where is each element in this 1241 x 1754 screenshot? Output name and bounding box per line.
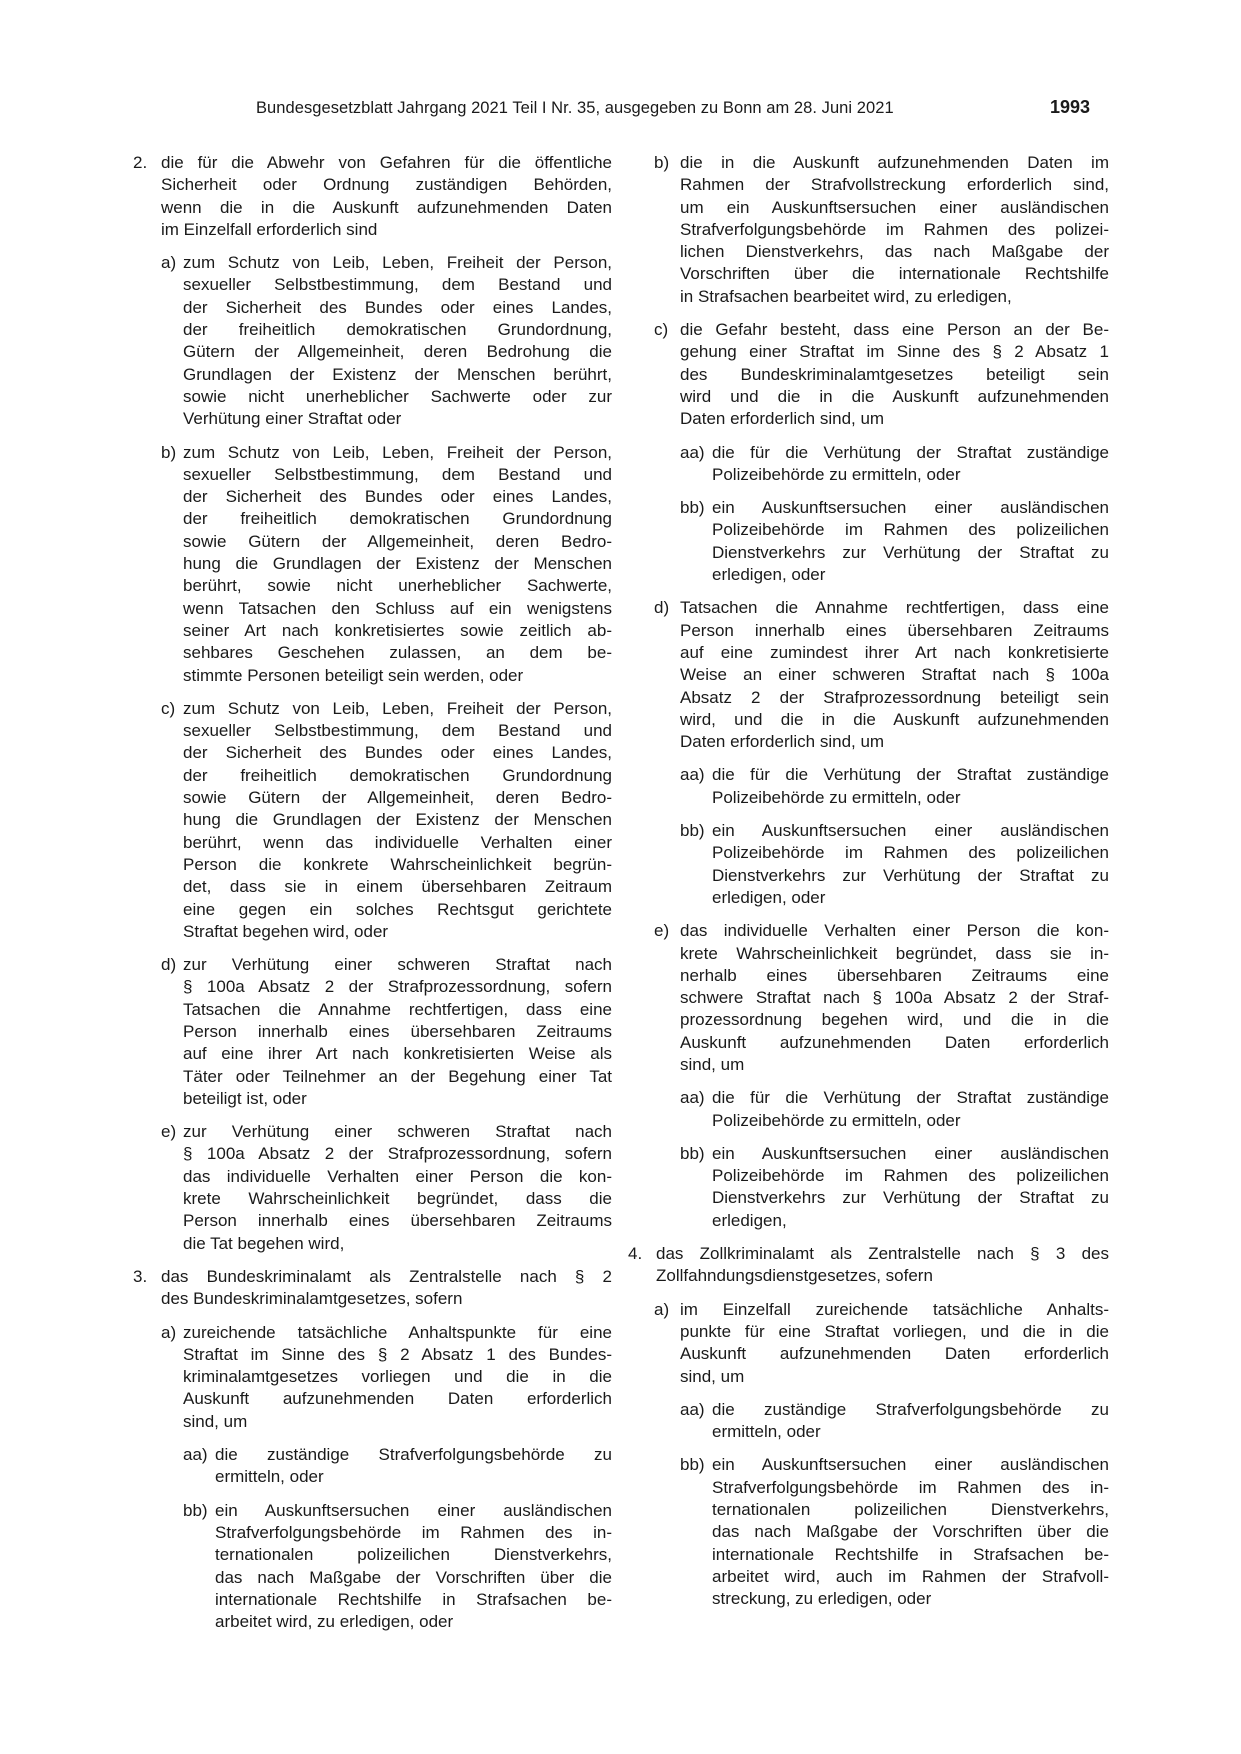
subitem-label: b) <box>161 442 177 462</box>
text-line: erledigen, <box>712 1210 787 1230</box>
text-line: ermitteln, oder <box>215 1467 324 1487</box>
text-line: eine gegen ein solches Rechtsgut gerichtete <box>183 899 612 919</box>
text-line: der Sicherheit des Bundes oder eines Landes, <box>183 743 612 763</box>
text-line: das individuelle Verhalten einer Person die kon- <box>183 1166 612 1186</box>
text-line: erledigen, oder <box>712 565 826 585</box>
text-line: § 100a Absatz 2 der Strafprozessordnung, sofern <box>183 1144 612 1164</box>
text-line: Person die konkrete Wahrscheinlichkeit begrün- <box>183 854 612 874</box>
text-line: seiner Art nach konkretisiertes sowie zeitlich ab- <box>183 620 612 640</box>
text-line: erledigen, oder <box>712 887 826 907</box>
text-line: Polizeibehörde im Rahmen des polizeilichen <box>712 843 1109 863</box>
subsubitem-3e-bb <box>654 1143 1109 1232</box>
text-line: § 100a Absatz 2 der Strafprozessordnung, sofern <box>183 977 612 997</box>
text-line: ein Auskunftsersuchen einer ausländischen <box>712 1143 1109 1163</box>
list-item-label: 2. <box>133 153 148 172</box>
subsubitem-4a-aa <box>654 1399 1109 1444</box>
subitem-2c <box>133 698 612 943</box>
subsubitem-3c-aa <box>654 442 1109 487</box>
text-line: wenn die in die Auskunft aufzunehmenden Daten <box>161 197 612 217</box>
text-line: zureichende tatsächliche Anhaltspunkte für eine <box>183 1322 612 1342</box>
text-line: Auskunft aufzunehmenden Daten erforderlich <box>183 1389 612 1409</box>
text-line: Absatz 2 der Strafprozessordnung beteiligt sein <box>680 687 1109 707</box>
text-line: internationale Rechtshilfe in Strafsachen be- <box>215 1589 612 1609</box>
list-item-3 <box>133 1266 612 1311</box>
text-line: sexueller Selbstbestimmung, dem Bestand und <box>183 721 612 741</box>
text-line: um ein Auskunftsersuchen einer ausländischen <box>680 197 1109 217</box>
text-line: sehbares Geschehen zulassen, an dem be- <box>183 643 612 663</box>
text-line: Strafverfolgungsbehörde im Rahmen des in- <box>215 1522 612 1542</box>
text-line: Straftat im Sinne des § 2 Absatz 1 des Bundes- <box>183 1344 612 1364</box>
text-line: sind, um <box>680 1054 745 1074</box>
text-line: schwere Straftat nach § 100a Absatz 2 der Straf- <box>680 988 1109 1008</box>
subitem-label: b) <box>654 153 670 172</box>
text-line: Person innerhalb eines übersehbaren Zeitraums <box>183 1211 612 1231</box>
text-line: Sicherheit oder Ordnung zuständigen Behörden, <box>161 175 612 195</box>
text-line: Rahmen der Strafvollstreckung erforderlich sind, <box>680 175 1109 195</box>
text-line: die in die Auskunft aufzunehmenden Daten im <box>680 153 1109 172</box>
text-line: arbeitet wird, zu erledigen, oder <box>215 1612 454 1632</box>
text-line: auf eine ihrer Art nach konkretisierten Weise als <box>183 1044 612 1064</box>
subitem-label: c) <box>654 320 669 340</box>
text-line: sind, um <box>183 1411 248 1431</box>
subsubitem-label: aa) <box>680 1399 705 1419</box>
text-line: beteiligt ist, oder <box>183 1088 307 1108</box>
text-line: zur Verhütung einer schweren Straftat nach <box>183 955 612 975</box>
text-line: wenn Tatsachen den Schluss auf ein wenigstens <box>183 598 612 618</box>
subsubitem-label: aa) <box>680 765 705 785</box>
text-line: krete Wahrscheinlichkeit begründet, dass die <box>183 1189 612 1209</box>
text-line: ternationalen polizeilichen Dienstverkehrs, <box>712 1500 1109 1520</box>
text-line: det, dass sie in einem übersehbaren Zeitraum <box>183 877 612 897</box>
list-item-label: 3. <box>133 1266 148 1286</box>
subsubitem-3c-bb <box>654 497 1109 586</box>
subitem-label: d) <box>161 955 177 975</box>
subitem-2d <box>133 954 612 1110</box>
subitem-3a <box>133 1322 612 1433</box>
text-line: Polizeibehörde zu ermitteln, oder <box>712 464 961 484</box>
text-line: sind, um <box>680 1366 745 1386</box>
text-line: Dienstverkehrs zur Verhütung der Straftat zu <box>712 542 1109 562</box>
text-line: streckung, zu erledigen, oder <box>712 1589 932 1609</box>
text-line: Straftat begehen wird, oder <box>183 921 389 941</box>
text-line: Strafverfolgungsbehörde im Rahmen des in- <box>712 1477 1109 1497</box>
subsubitem-label: aa) <box>183 1445 208 1465</box>
subitem-label: d) <box>654 598 670 618</box>
text-line: sexueller Selbstbestimmung, dem Bestand und <box>183 464 612 484</box>
text-line: zum Schutz von Leib, Leben, Freiheit der Person, <box>183 698 612 718</box>
text-line: Polizeibehörde zu ermitteln, oder <box>712 1110 961 1130</box>
subitem-2a <box>133 252 612 430</box>
subitem-3c <box>654 319 1109 430</box>
text-line: Grundlagen der Existenz der Menschen berührt, <box>183 364 612 384</box>
subitem-label: a) <box>161 253 177 273</box>
subsubitem-3d-aa <box>654 764 1109 809</box>
text-line: prozessordnung begehen wird, und die in die <box>680 1010 1109 1030</box>
text-line: Verhütung einer Straftat oder <box>183 409 402 429</box>
text-line: wird, und die in die Auskunft aufzunehmenden <box>680 709 1109 729</box>
text-line: die Tat begehen wird, <box>183 1233 345 1253</box>
text-line: hung die Grundlagen der Existenz der Menschen <box>183 554 612 574</box>
subitem-label: e) <box>161 1122 177 1142</box>
text-line: im Einzelfall zureichende tatsächliche Anhalts- <box>680 1299 1109 1319</box>
text-line: Dienstverkehrs zur Verhütung der Straftat zu <box>712 1188 1109 1208</box>
text-line: ein Auskunftsersuchen einer ausländischen <box>712 821 1109 841</box>
text-line: Vorschriften über die internationale Rechtshilfe <box>680 264 1109 284</box>
list-item-2 <box>133 152 612 241</box>
page-number: 1993 <box>1049 97 1090 117</box>
text-line: berührt, wenn das individuelle Verhalten einer <box>183 832 612 852</box>
list-item-4 <box>628 1243 1109 1288</box>
text-line: der freiheitlich demokratischen Grundordnung <box>183 765 612 785</box>
text-line: Polizeibehörde im Rahmen des polizeilichen <box>712 520 1109 540</box>
text-line: die für die Verhütung der Straftat zuständige <box>712 765 1109 785</box>
text-line: der freiheitlich demokratischen Grundordnung <box>183 509 612 529</box>
text-line: Dienstverkehrs zur Verhütung der Straftat zu <box>712 865 1109 885</box>
text-line: sexueller Selbstbestimmung, dem Bestand und <box>183 275 612 295</box>
text-line: die für die Verhütung der Straftat zuständige <box>712 442 1109 462</box>
text-line: internationale Rechtshilfe in Strafsachen be- <box>712 1544 1109 1564</box>
text-line: das Bundeskriminalamt als Zentralstelle nach § 2 <box>161 1266 612 1286</box>
text-line: des Bundeskriminalamtgesetzes, sofern <box>161 1289 463 1309</box>
subsubitem-3e-aa <box>654 1087 1109 1132</box>
text-line: das nach Maßgabe der Vorschriften über die <box>712 1522 1109 1542</box>
text-line: zum Schutz von Leib, Leben, Freiheit der Person, <box>183 253 612 273</box>
subitem-4a <box>654 1299 1109 1388</box>
subsubitem-label: bb) <box>680 1143 705 1163</box>
right-column <box>628 152 1109 1611</box>
subitem-3e <box>654 920 1109 1076</box>
text-line: Auskunft aufzunehmenden Daten erforderlich <box>680 1032 1109 1052</box>
text-line: Person innerhalb eines übersehbaren Zeitraums <box>183 1021 612 1041</box>
subsubitem-3d-bb <box>654 820 1109 909</box>
left-column <box>133 152 612 1633</box>
subsubitem-label: bb) <box>183 1500 208 1520</box>
text-line: die Gefahr besteht, dass eine Person an der Be- <box>680 320 1109 340</box>
text-line: Daten erforderlich sind, um <box>680 409 885 429</box>
text-line: nerhalb eines übersehbaren Zeitraums eine <box>680 965 1109 985</box>
text-line: ermitteln, oder <box>712 1422 821 1442</box>
text-line: sowie nicht unerheblicher Sachwerte oder zur <box>183 386 612 406</box>
subitem-label: a) <box>161 1322 177 1342</box>
text-line: Gütern der Allgemeinheit, deren Bedrohung die <box>183 342 612 362</box>
text-line: Person innerhalb eines übersehbaren Zeitraums <box>680 620 1109 640</box>
subsubitem-label: aa) <box>680 1088 705 1108</box>
text-line: sowie Gütern der Allgemeinheit, deren Bedro- <box>183 531 612 551</box>
text-line: Tatsachen die Annahme rechtfertigen, dass eine <box>183 999 612 1019</box>
subitem-label: c) <box>161 698 176 718</box>
text-line: Weise an einer schweren Straftat nach § 100a <box>680 665 1109 685</box>
subsubitem-label: bb) <box>680 821 705 841</box>
text-line: der freiheitlich demokratischen Grundordnung, <box>183 320 612 340</box>
text-line: Polizeibehörde im Rahmen des polizeilichen <box>712 1166 1109 1186</box>
text-line: die zuständige Strafverfolgungsbehörde zu <box>215 1445 612 1465</box>
text-line: Strafverfolgungsbehörde im Rahmen des polizei- <box>680 219 1109 239</box>
text-line: Tatsachen die Annahme rechtfertigen, dass eine <box>680 598 1109 618</box>
subsubitem-4a-bb <box>654 1454 1109 1610</box>
text-line: ein Auskunftsersuchen einer ausländischen <box>712 1455 1109 1475</box>
subsubitem-label: bb) <box>680 1455 705 1475</box>
text-line: hung die Grundlagen der Existenz der Menschen <box>183 810 612 830</box>
text-line: krete Wahrscheinlichkeit begründet, dass sie in- <box>680 943 1109 963</box>
text-line: ein Auskunftsersuchen einer ausländischen <box>712 498 1109 518</box>
subsubitem-3a-aa <box>133 1444 612 1489</box>
text-line: kriminalamtgesetzes vorliegen und die in die <box>183 1367 612 1387</box>
text-line: die zuständige Strafverfolgungsbehörde zu <box>712 1399 1109 1419</box>
subsubitem-3a-bb <box>133 1500 612 1634</box>
text-line: stimmte Personen beteiligt sein werden, oder <box>183 665 524 685</box>
text-line: zur Verhütung einer schweren Straftat nach <box>183 1122 612 1142</box>
text-line: der Sicherheit des Bundes oder eines Landes, <box>183 487 612 507</box>
subitem-2b <box>133 442 612 687</box>
text-line: gehung einer Straftat im Sinne des § 2 Absatz 1 <box>680 342 1109 362</box>
text-line: auf eine zumindest ihrer Art nach konkretisierte <box>680 642 1109 662</box>
text-line: des Bundeskriminalamtgesetzes beteiligt sein <box>680 364 1109 384</box>
text-line: Zollfahndungsdienstgesetzes, sofern <box>656 1266 933 1286</box>
text-line: in Strafsachen bearbeitet wird, zu erledigen, <box>680 286 1012 306</box>
subitem-2e <box>133 1121 612 1255</box>
text-line: sowie Gütern der Allgemeinheit, deren Bedro- <box>183 788 612 808</box>
text-line: wird und die in die Auskunft aufzunehmenden <box>680 386 1109 406</box>
text-line: die für die Abwehr von Gefahren für die öffentliche <box>161 153 612 172</box>
text-line: Auskunft aufzunehmenden Daten erforderlich <box>680 1344 1109 1364</box>
running-header <box>230 99 1090 123</box>
text-line: ternationalen polizeilichen Dienstverkehrs, <box>215 1545 612 1565</box>
text-line: Täter oder Teilnehmer an der Begehung einer Tat <box>183 1066 612 1086</box>
subitem-3b <box>654 152 1109 308</box>
text-line: das nach Maßgabe der Vorschriften über die <box>215 1567 612 1587</box>
text-line: punkte für eine Straftat vorliegen, und die in die <box>680 1321 1109 1341</box>
text-line: im Einzelfall erforderlich sind <box>161 219 378 239</box>
text-line: Daten erforderlich sind, um <box>680 732 885 752</box>
subitem-label: e) <box>654 921 670 941</box>
text-line: Polizeibehörde zu ermitteln, oder <box>712 787 961 807</box>
subsubitem-label: aa) <box>680 442 705 462</box>
text-line: ein Auskunftsersuchen einer ausländischen <box>215 1500 612 1520</box>
subitem-3d <box>654 597 1109 753</box>
text-line: das Zollkriminalamt als Zentralstelle nach § 3 des <box>656 1244 1109 1264</box>
text-line: berührt, sowie nicht unerheblicher Sachwerte, <box>183 576 612 596</box>
text-line: lichen Dienstverkehrs, das nach Maßgabe der <box>680 242 1109 262</box>
text-line: das individuelle Verhalten einer Person die kon- <box>680 921 1109 941</box>
text-line: zum Schutz von Leib, Leben, Freiheit der Person, <box>183 442 612 462</box>
subitem-label: a) <box>654 1299 670 1319</box>
text-line: die für die Verhütung der Straftat zuständige <box>712 1088 1109 1108</box>
text-line: arbeitet wird, auch im Rahmen der Strafvoll- <box>712 1566 1109 1586</box>
text-line: der Sicherheit des Bundes oder eines Landes, <box>183 297 612 317</box>
list-item-label: 4. <box>628 1244 643 1264</box>
running-title: Bundesgesetzblatt Jahrgang 2021 Teil I Nr. 35, ausgegeben zu Bonn am 28. Juni 2021 <box>256 99 894 117</box>
subsubitem-label: bb) <box>680 498 705 518</box>
